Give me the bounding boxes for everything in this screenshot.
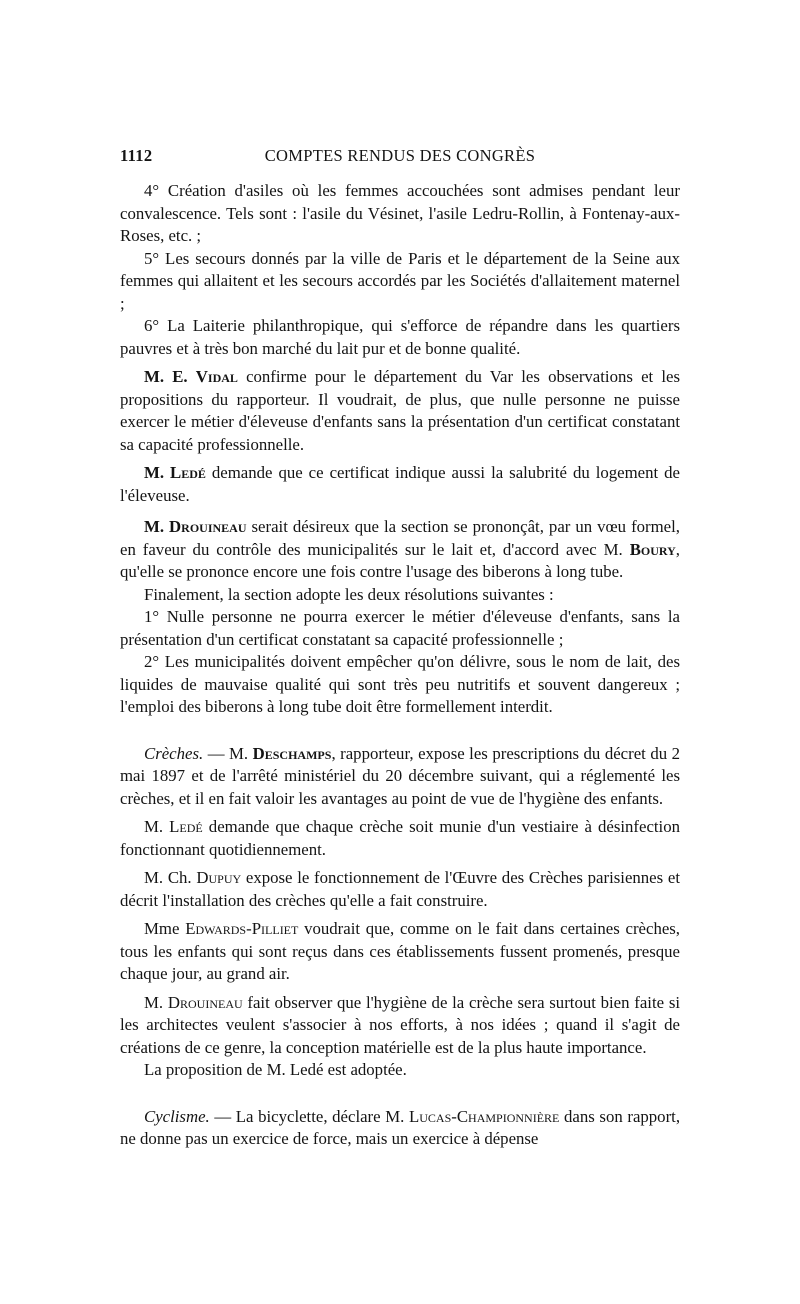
paragraph-text: voudrait que, comme on le fait dans certaines crèches, tous les enfants qui sont reçus dans ces établissements fussent promenés, presque chaque jour, au grand air.	[120, 919, 681, 983]
speaker-prefix: M. E.	[144, 367, 196, 386]
paragraph-cyclisme	[120, 1106, 680, 1151]
speaker-prefix: M.	[144, 992, 168, 1012]
speaker-name: Ledé	[169, 817, 203, 836]
speaker-name: Lucas-Championnière	[409, 1106, 560, 1126]
running-header	[120, 146, 680, 170]
paragraph-text: fait observer que l'hygiène de la crèche sera surtout bien faite si les architectes veulent s'associer à nos efforts, à nos idées ; quand il s'agit de créations de ce genre, la conception matérielle est de la plus haute importance.	[120, 992, 681, 1057]
speaker-name: Deschamps	[252, 743, 332, 763]
page-number: 1112	[120, 146, 153, 165]
paragraph-edwards-pilliet	[120, 918, 680, 986]
speaker-prefix: M.	[144, 817, 170, 836]
paragraph-lede-2	[120, 816, 680, 861]
speaker-name: Vidal	[195, 367, 238, 386]
body-text	[120, 180, 680, 1151]
section-heading: Cyclisme.	[144, 1106, 210, 1126]
paragraph-adopted: La proposition de M. Ledé est adoptée.	[144, 1060, 407, 1079]
paragraph-resolution-1: 1° Nulle personne ne pourra exercer le métier d'éleveuse d'enfants, sans la présentation d'un certificat constatant sa capacité professionnelle ;	[120, 607, 680, 649]
speaker-name: Edwards-Pilliet	[185, 919, 299, 938]
speaker-name: Ledé	[170, 463, 206, 482]
paragraph-text-continued: , qu'elle se prononce encore une fois contre l'usage des biberons à long tube.	[120, 539, 680, 581]
paragraph-text: confirme pour le département du Var les observations et les propositions du rapporteur. Il voudrait, de plus, que nulle personne ne puisse exercer le métier d'éleveuse d'enfants sans la présentation d'un certificat constatant sa capacité professionnelle.	[120, 367, 680, 454]
paragraph-dupuy	[120, 867, 680, 912]
speaker-name-secondary: Boury	[629, 539, 676, 559]
paragraph-vidal	[120, 366, 680, 456]
paragraph-item-5: 5° Les secours donnés par la ville de Paris et le département de la Seine aux femmes qui allaitent et les secours accordés par les Sociétés d'allaitement maternel ;	[120, 248, 680, 313]
speaker-name: Drouineau	[169, 517, 247, 536]
paragraph-item-6: 6° La Laiterie philanthropique, qui s'efforce de répandre dans les quartiers pauvres et à très bon marché du lait pur et de bonne qualité.	[120, 316, 680, 358]
heading-dash: — La bicyclette, déclare M.	[209, 1106, 409, 1126]
paragraph-drouineau-1	[120, 516, 680, 584]
speaker-prefix: Mme	[144, 919, 186, 938]
speaker-prefix: M. Ch.	[144, 868, 197, 887]
paragraph-lede-1	[120, 462, 680, 507]
speaker-prefix: M.	[144, 517, 170, 536]
paragraph-text: , rapporteur, expose les prescriptions du décret du 2 mai 1897 et de l'arrêté ministériel du 20 décembre suivant, qui a réglementé les crèches, et il en fait valoir les avantages au point de vue de l'hygiène des enfants.	[120, 743, 681, 808]
running-title: COMPTES RENDUS DES CONGRÈS	[264, 146, 536, 165]
paragraph-resolution-2: 2° Les municipalités doivent empêcher qu'on délivre, sous le nom de lait, des liquides de mauvaise qualité qui sont très peu nutritifs et souvent dangereux ; l'emploi des biberons à long tube doit être formellement interdit.	[120, 652, 680, 716]
heading-dash: — M.	[203, 743, 253, 763]
section-heading: Crèches.	[144, 743, 204, 763]
paragraph-text: dans son rapport, ne donne pas un exercice de force, mais un exercice à dépense	[120, 1106, 681, 1148]
paragraph-item-4: 4° Création d'asiles où les femmes accouchées sont admises pendant leur convalescence. Tels sont : l'asile du Vésinet, l'asile Ledru-Rollin, à Fontenay-aux-Roses, etc. ;	[120, 181, 680, 245]
paragraph-text: serait désireux que la section se prononçât, par un vœu formel, en faveur du contrôle des municipalités sur le lait et, d'accord avec M.	[120, 517, 680, 559]
speaker-name: Drouineau	[167, 992, 243, 1012]
speaker-prefix: M.	[144, 463, 171, 482]
paragraph-text: demande que chaque crèche soit munie d'un vestiaire à désinfection fonctionnant quotidiennement.	[120, 817, 681, 859]
paragraph-text: expose le fonctionnement de l'Œuvre des Crèches parisiennes et décrit l'installation des crèches qu'elle a fait construire.	[120, 868, 680, 910]
paragraph-text: demande que ce certificat indique aussi la salubrité du logement de l'éleveuse.	[120, 463, 680, 505]
paragraph-drouineau-2	[120, 992, 680, 1060]
speaker-name: Dupuy	[196, 868, 242, 887]
paragraph-creches	[120, 743, 680, 811]
paragraph-resolutions-intro: Finalement, la section adopte les deux résolutions suivantes :	[144, 584, 554, 604]
